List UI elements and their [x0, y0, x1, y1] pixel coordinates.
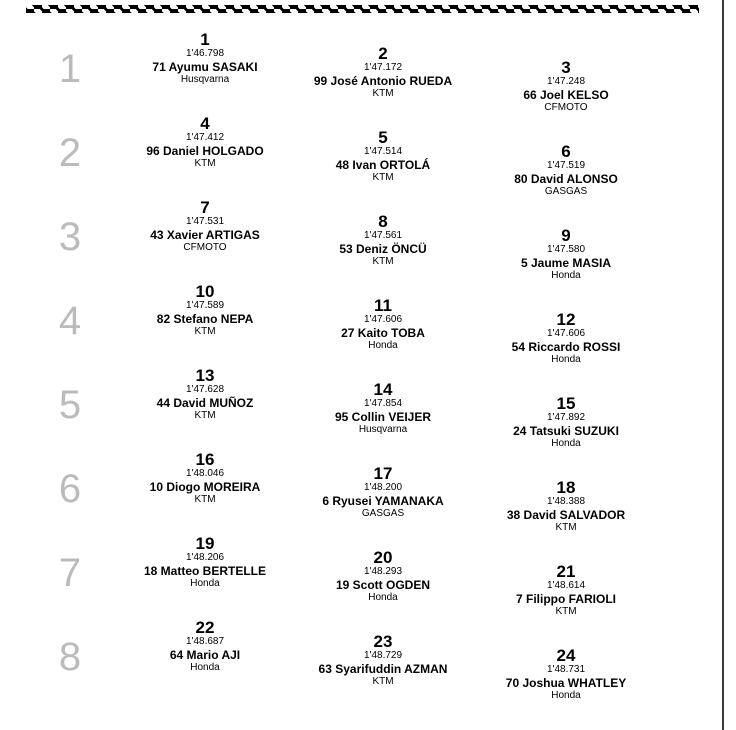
grid-position: 17 — [373, 464, 393, 483]
rider-name: 95 Collin VEIJER — [334, 410, 432, 424]
manufacturer: Honda — [551, 438, 581, 449]
lap-time: 1'46.798 — [185, 48, 225, 59]
rider-name: 24 Tatsuki SUZUKI — [513, 424, 619, 438]
lap-time: 1'48.293 — [363, 566, 403, 577]
grid-slot — [471, 59, 661, 115]
grid-position: 12 — [556, 310, 576, 329]
rider-name: 19 Scott OGDEN — [335, 578, 431, 592]
lap-time: 1'48.614 — [546, 580, 586, 591]
lap-time: 1'47.854 — [363, 398, 403, 409]
grid-position: 19 — [195, 534, 215, 553]
manufacturer: KTM — [194, 158, 216, 169]
grid-position: 4 — [200, 114, 210, 133]
grid-position: 10 — [195, 282, 215, 301]
lap-time: 1'47.606 — [363, 314, 403, 325]
manufacturer: GASGAS — [361, 508, 405, 519]
rider-name: 48 Ivan ORTOLÁ — [335, 158, 431, 172]
lap-time: 1'48.731 — [546, 664, 586, 675]
grid-position: 5 — [378, 128, 388, 147]
grid-slot — [288, 465, 478, 521]
rider-name: 54 Riccardo ROSSI — [511, 340, 621, 354]
grid-row-number: 2 — [58, 131, 82, 175]
lap-time: 1'47.892 — [546, 412, 586, 423]
rider-name: 70 Joshua WHATLEY — [505, 676, 627, 690]
grid-row-number: 5 — [58, 383, 82, 427]
grid-position: 21 — [556, 562, 576, 581]
grid-slot — [110, 283, 300, 339]
grid-position: 23 — [373, 632, 393, 651]
grid-position: 8 — [378, 212, 388, 231]
lap-time: 1'48.046 — [185, 468, 225, 479]
grid-slot — [471, 647, 661, 703]
grid-slot — [288, 45, 478, 101]
lap-time: 1'47.172 — [363, 62, 403, 73]
manufacturer: Husqvarna — [180, 74, 230, 85]
grid-position: 3 — [561, 58, 571, 77]
manufacturer: CFMOTO — [183, 242, 227, 253]
grid-position: 14 — [373, 380, 393, 399]
lap-time: 1'48.388 — [546, 496, 586, 507]
rider-name: 43 Xavier ARTIGAS — [150, 228, 260, 242]
grid-row-number: 3 — [58, 215, 82, 259]
lap-time: 1'47.531 — [185, 216, 225, 227]
rider-name: 38 David SALVADOR — [506, 508, 626, 522]
grid-position: 2 — [378, 44, 388, 63]
grid-slot — [110, 199, 300, 255]
grid-position: 13 — [195, 366, 215, 385]
manufacturer: GASGAS — [544, 186, 588, 197]
manufacturer: Honda — [551, 690, 581, 701]
lap-time: 1'48.206 — [185, 552, 225, 563]
grid-slot — [110, 31, 300, 87]
manufacturer: KTM — [194, 326, 216, 337]
grid-position: 22 — [195, 618, 215, 637]
manufacturer: KTM — [372, 256, 394, 267]
rider-name: 64 Mario AJI — [169, 648, 241, 662]
grid-position: 1 — [200, 30, 210, 49]
lap-time: 1'48.200 — [363, 482, 403, 493]
grid-slot — [471, 311, 661, 367]
grid-row-number: 4 — [58, 299, 82, 343]
manufacturer: KTM — [194, 494, 216, 505]
grid-position: 11 — [374, 296, 392, 315]
grid-slot — [471, 563, 661, 619]
rider-name: 82 Stefano NEPA — [156, 312, 254, 326]
rider-name: 10 Diogo MOREIRA — [149, 480, 261, 494]
lap-time: 1'47.248 — [546, 76, 586, 87]
manufacturer: Honda — [551, 354, 581, 365]
grid-position: 7 — [200, 198, 210, 217]
manufacturer: KTM — [555, 522, 577, 533]
grid-slot — [110, 367, 300, 423]
rider-name: 53 Deniz ÖNCÜ — [339, 242, 427, 256]
grid-row-number: 1 — [58, 47, 82, 91]
grid-position: 18 — [556, 478, 576, 497]
grid-slot — [288, 297, 478, 353]
rider-name: 71 Ayumu SASAKI — [152, 60, 258, 74]
lap-time: 1'47.519 — [546, 160, 586, 171]
grid-row-number: 7 — [58, 551, 82, 595]
lap-time: 1'48.729 — [363, 650, 403, 661]
manufacturer: KTM — [372, 172, 394, 183]
page-edge-divider — [722, 0, 724, 730]
grid-slot — [288, 129, 478, 185]
lap-time: 1'48.687 — [185, 636, 225, 647]
rider-name: 27 Kaito TOBA — [341, 326, 425, 340]
manufacturer: KTM — [372, 676, 394, 687]
grid-slot — [110, 619, 300, 675]
lap-time: 1'47.514 — [363, 146, 403, 157]
manufacturer: Honda — [190, 578, 220, 589]
rider-name: 96 Daniel HOLGADO — [146, 144, 264, 158]
grid-position: 24 — [556, 646, 576, 665]
manufacturer: KTM — [194, 410, 216, 421]
manufacturer: Honda — [368, 340, 398, 351]
grid-position: 20 — [373, 548, 393, 567]
lap-time: 1'47.412 — [185, 132, 225, 143]
lap-time: 1'47.580 — [546, 244, 586, 255]
rider-name: 5 Jaume MASIA — [520, 256, 612, 270]
grid-slot — [110, 535, 300, 591]
grid-row-number: 6 — [58, 467, 82, 511]
grid-position: 6 — [561, 142, 571, 161]
manufacturer: KTM — [372, 88, 394, 99]
grid-slot — [288, 381, 478, 437]
grid-slot — [288, 633, 478, 689]
manufacturer: Honda — [190, 662, 220, 673]
grid-position: 15 — [556, 394, 576, 413]
rider-name: 6 Ryusei YAMANAKA — [322, 494, 444, 508]
grid-slot — [471, 479, 661, 535]
grid-slot — [288, 213, 478, 269]
grid-position: 9 — [561, 226, 571, 245]
grid-slot — [471, 143, 661, 199]
manufacturer: Honda — [368, 592, 398, 603]
manufacturer: Husqvarna — [358, 424, 408, 435]
rider-name: 7 Filippo FARIOLI — [516, 592, 616, 606]
grid-row-number: 8 — [58, 635, 82, 679]
manufacturer: KTM — [555, 606, 577, 617]
grid-position: 16 — [195, 450, 215, 469]
lap-time: 1'47.606 — [546, 328, 586, 339]
lap-time: 1'47.561 — [363, 230, 403, 241]
grid-slot — [288, 549, 478, 605]
rider-name: 66 Joel KELSO — [523, 88, 609, 102]
manufacturer: Honda — [551, 270, 581, 281]
rider-name: 99 José Antonio RUEDA — [313, 74, 453, 88]
lap-time: 1'47.628 — [185, 384, 225, 395]
checkered-flag-banner — [26, 5, 699, 13]
grid-slot — [471, 227, 661, 283]
grid-slot — [110, 115, 300, 171]
rider-name: 18 Matteo BERTELLE — [143, 564, 266, 578]
rider-name: 63 Syarifuddin AZMAN — [318, 662, 448, 676]
lap-time: 1'47.589 — [185, 300, 225, 311]
manufacturer: CFMOTO — [544, 102, 588, 113]
rider-name: 44 David MUÑOZ — [156, 396, 254, 410]
grid-slot — [471, 395, 661, 451]
grid-slot — [110, 451, 300, 507]
rider-name: 80 David ALONSO — [514, 172, 618, 186]
